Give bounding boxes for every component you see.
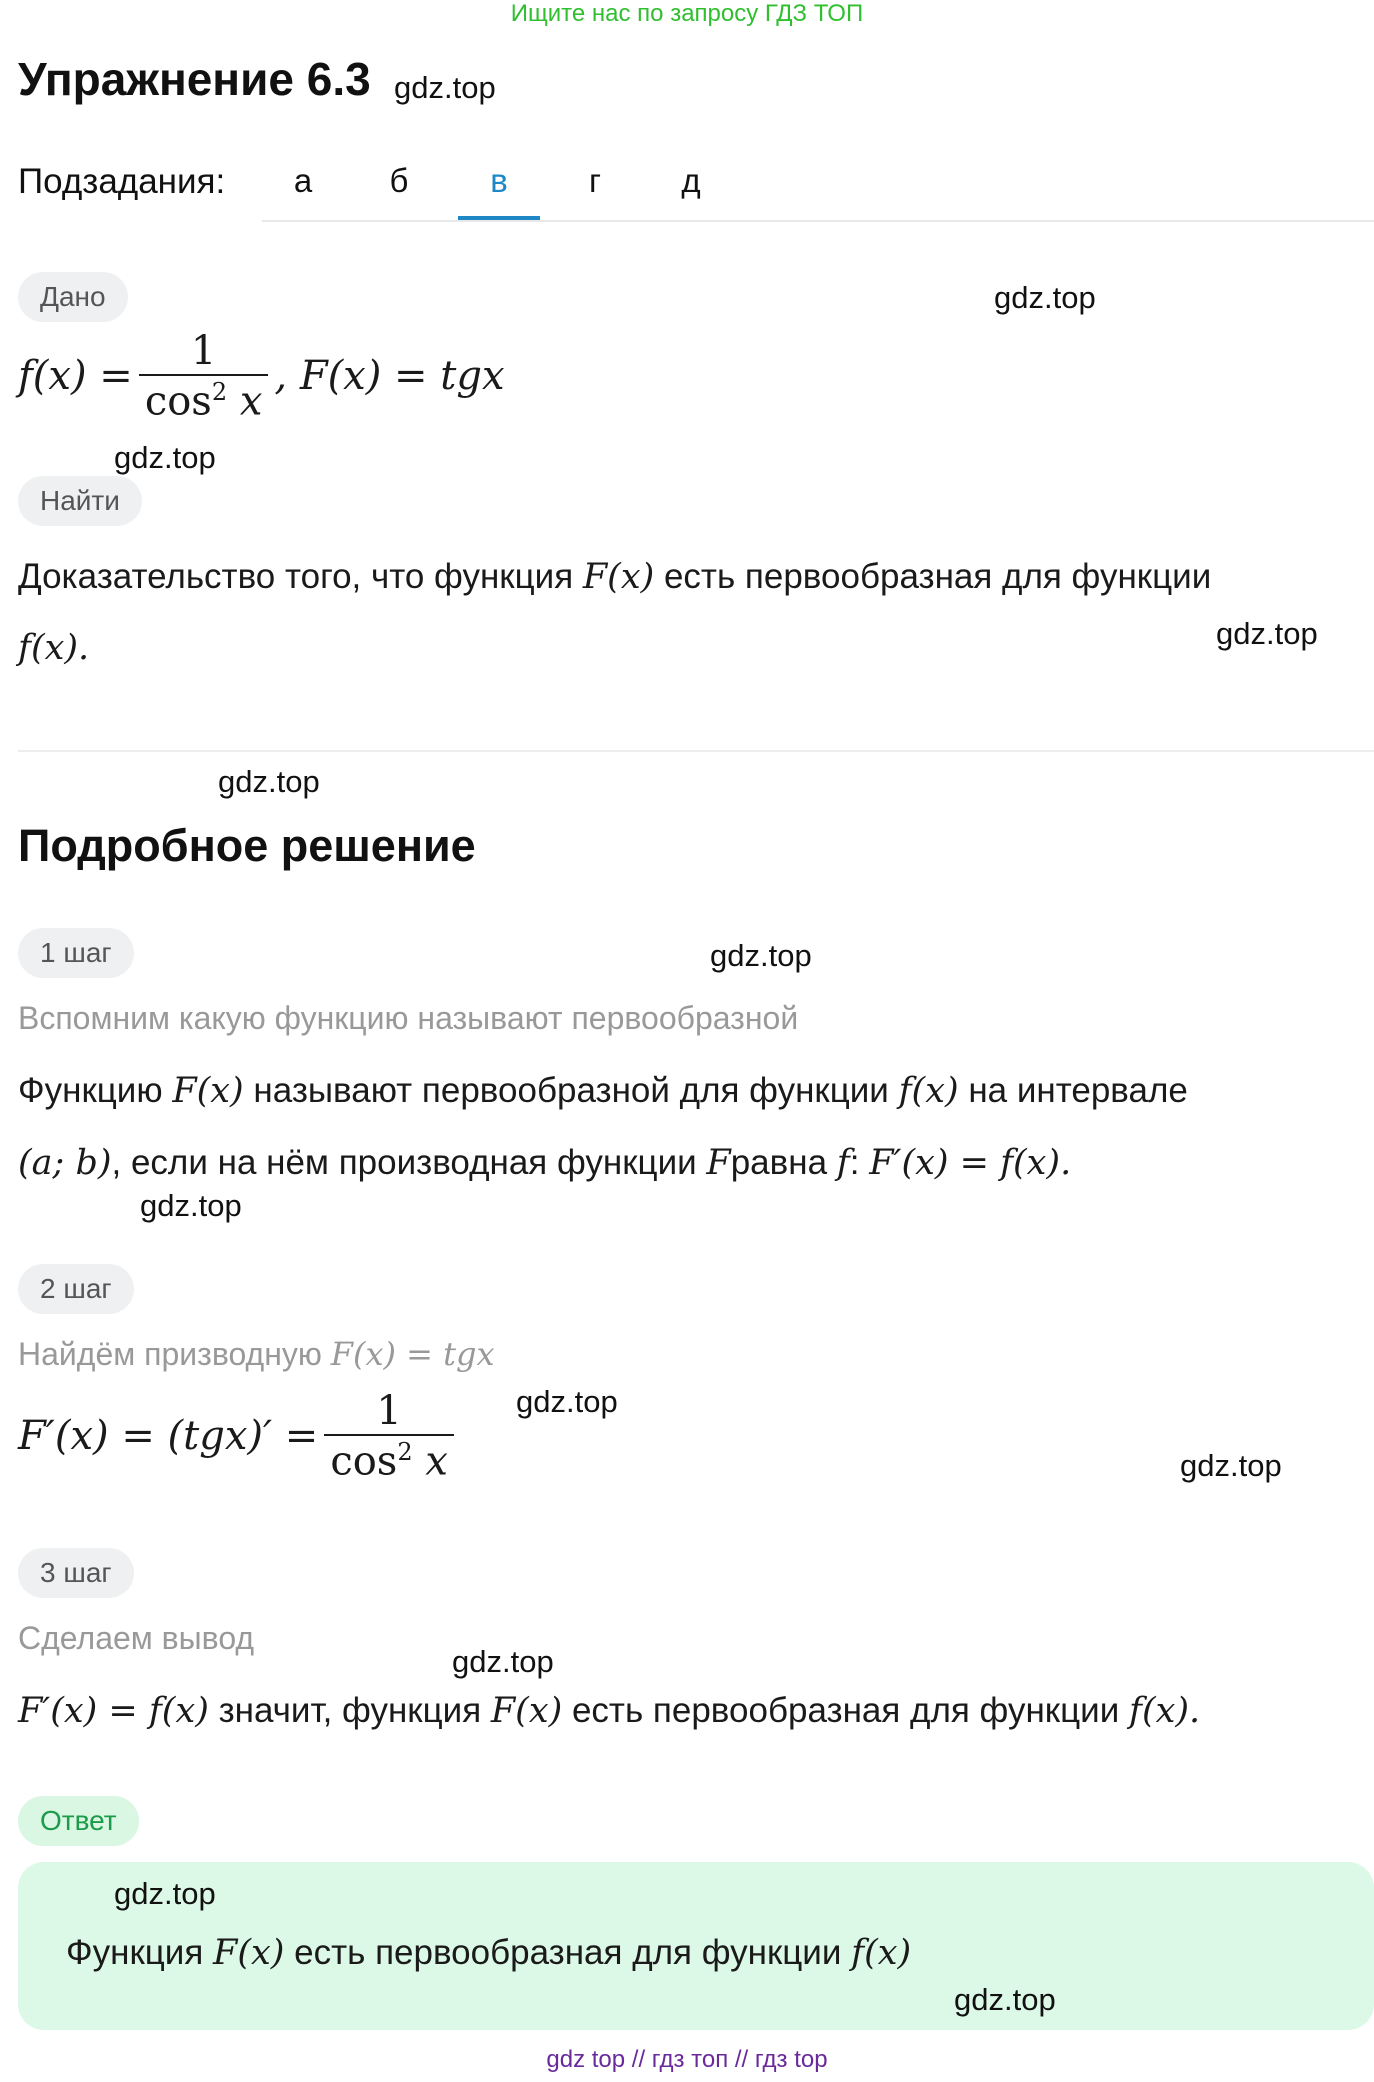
step2-hint-text: Найдём призводную xyxy=(18,1336,322,1372)
find-text-line1 xyxy=(18,554,1211,601)
solution-heading: Подробное решение xyxy=(18,820,476,871)
answer-text xyxy=(66,1930,911,1977)
watermark: gdz.top xyxy=(954,1982,1056,2017)
tab-b[interactable]: б xyxy=(389,162,409,199)
step2-den-pow: 2 xyxy=(397,1438,413,1466)
step2-frac-num: 1 xyxy=(376,1388,402,1434)
step1-line1 xyxy=(18,1068,1188,1115)
step2-formula xyxy=(18,1388,460,1484)
answer-badge: Ответ xyxy=(18,1796,139,1846)
tab-g[interactable]: г xyxy=(588,162,602,199)
divider xyxy=(18,750,1374,752)
step1-math: f xyxy=(836,1143,850,1183)
step2-hint-math: F(x) = tgx xyxy=(330,1335,495,1373)
watermark: gdz.top xyxy=(140,1188,242,1223)
page-title: Упражнение 6.3 xyxy=(18,53,371,105)
step3-math: F′(x) = f(x) xyxy=(18,1691,209,1731)
given-frac-num: 1 xyxy=(190,328,217,374)
step3-line xyxy=(18,1688,1200,1735)
watermark: gdz.top xyxy=(114,1876,216,1911)
find-badge: Найти xyxy=(18,476,142,526)
step2-fraction xyxy=(324,1388,454,1484)
watermark: gdz.top xyxy=(394,70,496,105)
step1-math: F(x) xyxy=(172,1071,244,1111)
subtasks-label: Подзадания: xyxy=(18,162,226,201)
given-f-lhs: f(x) = xyxy=(18,353,133,400)
step3-math: F(x) xyxy=(490,1691,563,1731)
step1-math: (a; b) xyxy=(18,1143,112,1183)
active-tab-indicator xyxy=(458,216,540,220)
find-math: F(x) xyxy=(582,557,655,597)
given-den-var: x xyxy=(239,378,263,425)
footer-links[interactable]: gdz top // гдз топ // гдз top xyxy=(546,2046,828,2073)
answer-math: F(x) xyxy=(213,1933,285,1973)
step1-math: F xyxy=(706,1143,731,1183)
step2-lhs: F′(x) = (tgx)′ = xyxy=(18,1413,319,1460)
step1-text: на интервале xyxy=(968,1071,1188,1110)
answer-text-part: Функция xyxy=(66,1933,204,1972)
find-text: есть первообразная для функции xyxy=(663,557,1212,596)
step2-den-fn: cos xyxy=(330,1438,398,1485)
watermark: gdz.top xyxy=(452,1644,554,1679)
step3-math: f(x). xyxy=(1129,1691,1201,1731)
step3-text: есть первообразная для функции xyxy=(571,1691,1120,1730)
step1-hint: Вспомним какую функцию называют первообразной xyxy=(18,1000,799,1036)
tab-a[interactable]: а xyxy=(293,162,313,199)
watermark: gdz.top xyxy=(114,440,216,475)
step1-badge: 1 шаг xyxy=(18,928,134,978)
step1-text: называют первообразной для функции xyxy=(253,1071,889,1110)
watermark: gdz.top xyxy=(516,1384,618,1419)
step3-hint: Сделаем вывод xyxy=(18,1620,255,1656)
watermark: gdz.top xyxy=(1180,1448,1282,1483)
watermark: gdz.top xyxy=(710,938,812,973)
watermark: gdz.top xyxy=(994,280,1096,315)
given-rest: , F(x) = tgx xyxy=(274,353,505,400)
tab-v[interactable]: в xyxy=(490,162,508,199)
step1-text: : xyxy=(849,1143,860,1182)
step2-badge: 2 шаг xyxy=(18,1264,134,1314)
given-formula xyxy=(18,328,505,424)
step1-math: f(x) xyxy=(898,1071,959,1111)
watermark: gdz.top xyxy=(1216,616,1318,651)
given-den-pow: 2 xyxy=(211,378,228,406)
given-den-fn: cos xyxy=(144,378,212,425)
answer-text-part: есть первообразная для функции xyxy=(294,1933,842,1972)
step1-text: Функцию xyxy=(18,1071,163,1110)
find-text-line2: f(x). xyxy=(18,628,90,668)
step1-line2 xyxy=(18,1140,1071,1187)
step1-text: равна xyxy=(730,1143,828,1182)
step2-frac-den xyxy=(324,1434,454,1484)
step2-hint xyxy=(18,1334,495,1376)
step3-text: значит, функция xyxy=(218,1691,482,1730)
answer-math: f(x) xyxy=(851,1933,912,1973)
find-text: Доказательство того, что функция xyxy=(18,557,574,596)
given-fraction xyxy=(139,328,269,424)
step2-den-var: x xyxy=(425,1438,448,1485)
tab-d[interactable]: д xyxy=(681,162,701,199)
step3-badge: 3 шаг xyxy=(18,1548,134,1598)
step1-math: F′(x) = f(x). xyxy=(869,1143,1072,1183)
watermark: gdz.top xyxy=(218,764,320,799)
given-badge: Дано xyxy=(18,272,128,322)
subtask-tabs xyxy=(262,150,1374,222)
step1-text: , если на нём производная функции xyxy=(111,1143,697,1182)
given-frac-den xyxy=(139,374,269,424)
top-banner[interactable]: Ищите нас по запросу ГДЗ ТОП xyxy=(510,0,864,27)
